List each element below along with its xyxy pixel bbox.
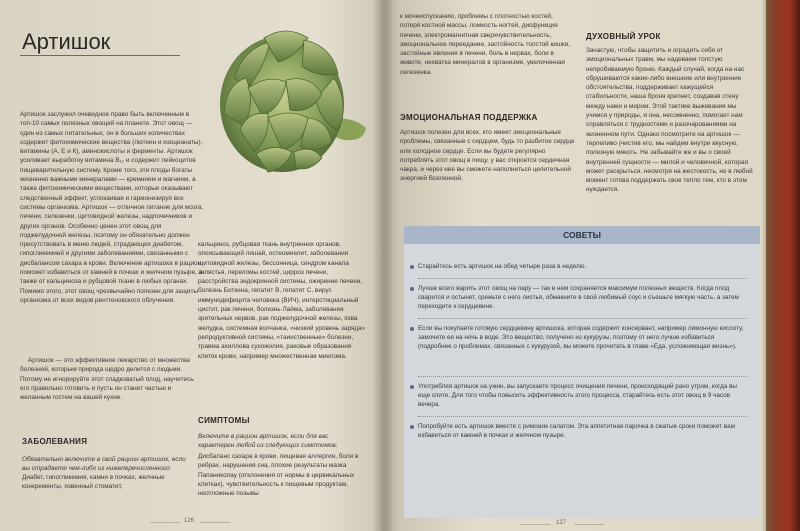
symptoms-text: Дисбаланс сахара в крови, пищевая аллергия, боли в ребрах, нарушения сна, плохие результаты мазка Папаниколау (отклонения от нормы в цервикальных клетках), чувствительность к пищевым продуктам, неотложные позывы [198, 453, 359, 498]
artichoke-illustration [204, 18, 374, 188]
tip-text: Старайтесь есть артишок на обед четыре раза в неделю. [418, 263, 587, 270]
tip-text: Если вы покупаете готовую сердцевину артишока, которая содержит консервант, например лимонную кислоту, замочите ее на ночь в воде. Это вещество, получено из кукурузы, поэтому от него лучше избавиться (подробнее о проблемах, связанных с кукурузой, вы можете прочитать в главе «Еда, усложняющая жизнь»). [418, 325, 744, 350]
symptoms-lead: Включите в рацион артишок, если для вас характерен любой из следующих симптомов: [198, 433, 338, 450]
tip-text: Употребляя артишок на ужин, вы запускаете процесс очищения печени, происходящий рано утром, когда вы еще спите. Для того чтобы повысить эффективность этого процесса, старайтесь есть этот овощ в 9 часов вечера. [418, 383, 737, 408]
symptoms-heading: СИМПТОМЫ [198, 416, 250, 425]
book-gutter [372, 0, 394, 531]
bullet-icon [410, 425, 414, 429]
diseases-lead: Обязательно включите в свой рацион артишок, если вы страдаете чем-либо из нижеперечисленного: [22, 456, 186, 473]
intro-text [20, 110, 204, 305]
intro-paragraph: Артишок заслужил очевидное право быть включенным в топ-10 самых полезных овощей на планете. Этот овощ — один из самых питательных, он в больших количествах содержит фитохимические вещества (лютеин и изоцианаты), витамины (А, Е и К), аминокислоты и ферменты. Артишок усиливает выработку витамина B₁₂ и содержит лейкоцитов пищеварительную систему. Кроме того, эти плоды богаты жизненно важными минералами — кремнием и магнием, а также фитохимическими веществами, которые оказывают следственный эффект, успокаивая и гармонизируя все системы организма. Артишок — отличное питание для мозга, печени, селезенки, щитовидной железы, надпочечников и других органов. Особенно ценен этот овощ для поджелудочной железы, поэтому он обязательно должен присутствовать в меню людей, страдающих диабетом, гипогликемией и другими заболеваниями, связанными с дисбалансом сахара в крови. Включение артишока в рацион поможет избавиться от камней в почках и желчном пузыре, а также от кальциноза и рубцовой ткани в любых органах. Помимо этого, этот овощ чрезвычайно полезен для защиты организма от всех видов рентгеновского облучения. [20, 111, 204, 304]
spiritual-lesson-heading: ДУХОВНЫЙ УРОК [586, 32, 661, 41]
intro-paragraph: Артишок — это эффективное лекарство от множества болезней, которым природа щедро делится с людьми. Потому не игнорируйте этот сладковатый плод, научитесь его правильно готовить и пусть он станет частью и желанным гостем на вашей кухне. [20, 357, 194, 402]
page-number: 127 [556, 520, 567, 526]
tip-divider [418, 376, 748, 377]
emotional-support-heading: ЭМОЦИОНАЛЬНАЯ ПОДДЕРЖКА [400, 113, 538, 122]
bullet-icon [410, 265, 414, 269]
bullet-icon [410, 327, 414, 331]
emotional-support-text: Артишок полезен для всех, кто имеет эмоциональные проблемы, связанные с сердцем, будь то разбитое сердце или холодное сердце. Если вы будете регулярно потреблять этот овощ в пищу, у вас откроется сердечная чакра, и через нее вы сможете наполниться целительной энергией Вселенной. [400, 129, 575, 183]
book-cover-edge [766, 0, 800, 531]
footer-rule [150, 522, 180, 523]
tip-item [418, 262, 748, 271]
tip-divider [418, 278, 748, 279]
tip-item [418, 422, 748, 440]
diseases-text-1: Диабет, гипогликемия, камни в почках, желчные конкременты, язвенный стоматит, [22, 474, 165, 491]
tip-divider [418, 318, 748, 319]
bullet-icon [410, 287, 414, 291]
tip-divider [418, 416, 748, 417]
tip-item [418, 284, 748, 311]
footer-rule [200, 522, 230, 523]
tip-text: Лучше всего варить этот овощ на пару — так в нем сохраняется максимум полезных веществ. Когда плод сварится и остынет, срежьте с него листья, обмакните в свой любимый соус и съешьте мягкую часть, а затем переходите к сердцевине. [418, 285, 739, 310]
tip-text: Попробуйте есть артишок вместе с римским салатом. Эта аппетитная парочка в сжатые сроки поможет вам избавиться от камней в почках и желчном пузыре. [418, 423, 735, 439]
tip-item [418, 324, 748, 351]
spiritual-lesson-text: Зачастую, чтобы защитить и оградить себя от эмоциональных травм, мы надеваем толстую непробиваемую броню. Каждый случай, когда на нас обрушиваются какие-либо внешние или внутренние обстоятельства, поддерживает кажущейся стабильности, наша броня крепнет, создавая стену между нами и миром. Этой тактике выживания мы учимся у природы, и она, несомненно, помогает нам справляться с трудностями и разочарованиями на жизненном пути. Однако посмотрите на артишок — терпеливо (чистив его, мы найдем внутри вкусную, полезную мякоть. Не забывайте же и вы о своей внутренней сущности — милой и человечной, которая может раскрыться, несмотря на жестокость, но в любой момент готова поддержать свое тепло тем, кто в этом нуждается. [586, 47, 753, 194]
symptoms-text-continued: к мочеиспусканию, проблемы с плотностью костей, потеря костной массы, ломкость ногтей, дисфункция печени, электромагнитная сверхчувствительность, эмоциональное переедание, застойность толстой кишки, застойные явления в печени, боль в нервах, боли в животе, нехватка минералов в организме, увеличенная селезенка. [400, 13, 571, 76]
intro-text-continued [20, 356, 196, 402]
tips-heading: СОВЕТЫ [563, 230, 601, 240]
diseases-heading: ЗАБОЛЕВАНИЯ [22, 437, 88, 446]
footer-rule [520, 524, 550, 525]
diseases-text-2: кальциноз, рубцовая ткань внутренних органов, опоясывающий лишай, остеомиелит, заболевания щитовидной железы, бессонница, синдром канала запястья, переломы костей, цирроз печени, расстройства эндокринной системы, ожирение печени, болезнь Боткина, гепатит B, гепатит C, вирус иммунодефицита человека (ВИЧ), интерстициальный цистит, рак печени, болезнь Лайма, заболевания зрительных нервов, рак поджелудочной железы, язва желудка, системная волчанка, «низкий уровень заряда» репродуктивной системы, «таинственные» болезни, травма ахиллова сухожилия, раковые образования клеток крови, например множественная миелома. [198, 241, 366, 360]
tips-box [404, 226, 760, 518]
tip-item [418, 382, 748, 409]
page-number: 126 [184, 518, 195, 524]
bullet-icon [410, 385, 414, 389]
footer-rule [574, 524, 604, 525]
page-title: Артишок [22, 29, 111, 54]
title-rule [20, 55, 180, 56]
